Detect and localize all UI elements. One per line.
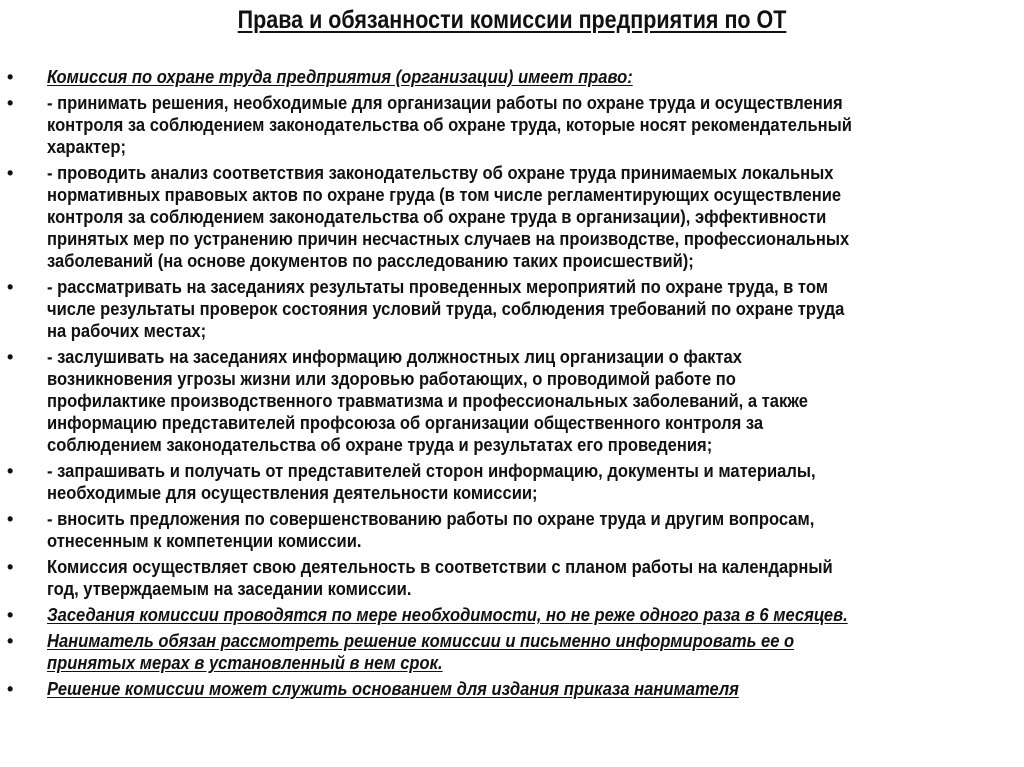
list-item bbox=[0, 346, 1024, 456]
list-item-text bbox=[47, 276, 1014, 342]
text-line: информацию представителей профсоюза об организации общественного контроля за bbox=[47, 412, 764, 433]
list-item bbox=[0, 66, 1024, 88]
text-line: - заслушивать на заседаниях информацию должностных лиц организации о фактах bbox=[47, 346, 742, 367]
text-line: - запрашивать и получать от представителей сторон информацию, документы и материалы, bbox=[47, 460, 816, 481]
text-line: Наниматель обязан рассмотреть решение комиссии и письменно информировать ее о bbox=[47, 630, 795, 651]
bullet-icon: • bbox=[7, 347, 14, 367]
text-line: - рассматривать на заседаниях результаты проведенных мероприятий по охране труда, в том bbox=[47, 276, 828, 297]
list-item-text bbox=[47, 460, 1014, 504]
bullet-icon: • bbox=[7, 679, 14, 699]
text-line: профилактике производственного травматизма и профессиональных заболеваний, а также bbox=[47, 390, 809, 411]
text-line: характер; bbox=[47, 136, 126, 157]
text-line: Комиссия осуществляет свою деятельность в соответствии с планом работы на календарный bbox=[47, 556, 833, 577]
list-item-text bbox=[47, 604, 1014, 626]
text-line: - принимать решения, необходимые для организации работы по охране труда и осуществления bbox=[47, 92, 843, 113]
text-line: Комиссия по охране труда предприятия (организации) имеет право: bbox=[47, 66, 633, 87]
list-item-text bbox=[47, 630, 1014, 674]
text-line: отнесенным к компетенции комиссии. bbox=[47, 530, 362, 551]
list-item bbox=[0, 276, 1024, 342]
slide-title: Права и обязанности комиссии предприятия по ОТ bbox=[237, 6, 787, 34]
text-line: контроля за соблюдением законодательства об охране труда, которые носят рекомендательный bbox=[47, 114, 852, 135]
text-line: принятых мер по устранению причин несчастных случаев на производстве, профессиональных bbox=[47, 228, 850, 249]
list-item-text bbox=[47, 92, 1014, 158]
text-line: - проводить анализ соответствия законодательству об охране труда принимаемых локальных bbox=[47, 162, 834, 183]
list-item-text bbox=[47, 678, 1014, 700]
text-line: необходимые для осуществления деятельности комиссии; bbox=[47, 482, 538, 503]
text-line: нормативных правовых актов по охране груда (в том числе регламентирующих осуществление bbox=[47, 184, 842, 205]
text-line: на рабочих местах; bbox=[47, 320, 207, 341]
bullet-icon: • bbox=[7, 461, 14, 481]
list-item-text bbox=[47, 556, 1014, 600]
list-item bbox=[0, 92, 1024, 158]
list-item bbox=[0, 556, 1024, 600]
text-line: Заседания комиссии проводятся по мере необходимости, но не реже одного раза в 6 месяцев. bbox=[47, 604, 848, 625]
list-item bbox=[0, 630, 1024, 674]
list-item bbox=[0, 604, 1024, 626]
text-line: - вносить предложения по совершенствованию работы по охране труда и другим вопросам, bbox=[47, 508, 815, 529]
list-item-text bbox=[47, 346, 1014, 456]
bullet-icon: • bbox=[7, 163, 14, 183]
slide-title-wrap bbox=[0, 6, 1024, 35]
bullet-icon: • bbox=[7, 631, 14, 651]
list-item bbox=[0, 460, 1024, 504]
bullet-icon: • bbox=[7, 557, 14, 577]
text-line: числе результаты проверок состояния условий труда, соблюдения требований по охране труда bbox=[47, 298, 845, 319]
list-item-text bbox=[47, 162, 1014, 272]
list-item bbox=[0, 508, 1024, 552]
bullet-icon: • bbox=[7, 277, 14, 297]
text-line: заболеваний (на основе документов по расследованию таких происшествий); bbox=[47, 250, 694, 271]
text-line: принятых мерах в установленный в нем срок. bbox=[47, 652, 443, 673]
text-line: возникновения угрозы жизни или здоровью работающих, о проводимой работе по bbox=[47, 368, 736, 389]
list-item bbox=[0, 678, 1024, 700]
bullet-icon: • bbox=[7, 67, 14, 87]
bullet-icon: • bbox=[7, 605, 14, 625]
list-item-text bbox=[47, 508, 1014, 552]
list-item bbox=[0, 162, 1024, 272]
text-line: контроля за соблюдением законодательства об охране труда в организации), эффективности bbox=[47, 206, 827, 227]
text-line: Решение комиссии может служить основанием для издания приказа нанимателя bbox=[47, 678, 739, 699]
bullet-list bbox=[0, 66, 1024, 704]
bullet-icon: • bbox=[7, 509, 14, 529]
bullet-icon: • bbox=[7, 93, 14, 113]
text-line: год, утверждаемым на заседании комиссии. bbox=[47, 578, 412, 599]
list-item-text bbox=[47, 66, 1014, 88]
text-line: соблюдением законодательства об охране труда и результатах его проведения; bbox=[47, 434, 713, 455]
